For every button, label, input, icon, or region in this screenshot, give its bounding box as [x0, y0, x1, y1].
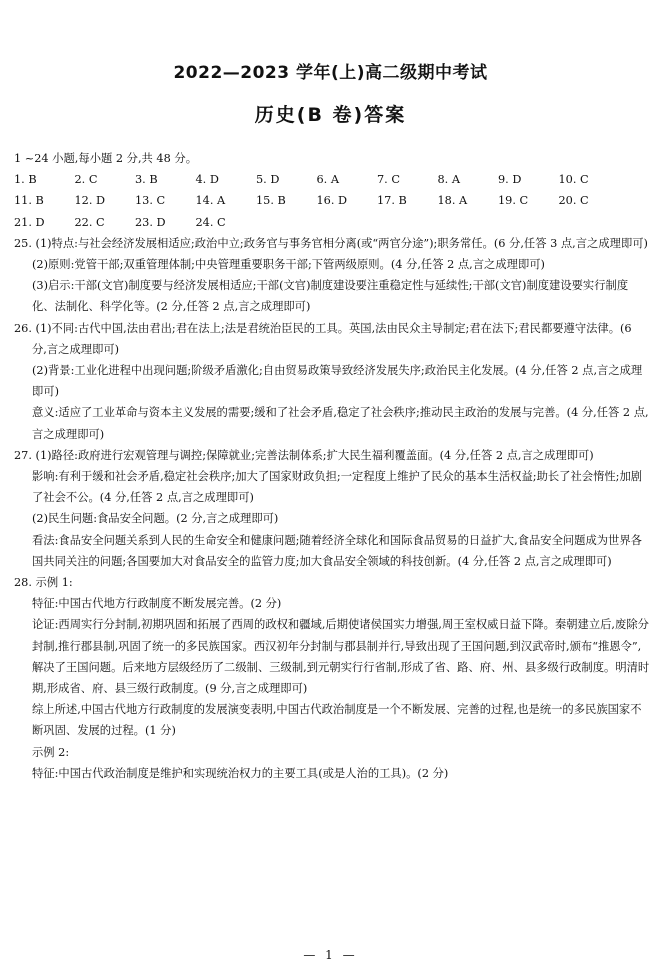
q28-conclusion: 综上所述,中国古代地方行政制度的发展演变表明,中国古代政治制度是一个不断发展、完善的过程,也是统一的多民族国家不断巩固、发展的过程。(1 分): [32, 703, 642, 738]
q26-significance: 意义:适应了工业革命与资本主义发展的需要;缓和了社会矛盾,稳定了社会秩序;推动民主政治的发展与完善。(4 分,任答 2 点,言之成理即可): [32, 406, 649, 441]
answer-subtitle: 历史(B 卷)答案: [254, 104, 407, 126]
q26-part1: 26. (1)不同:古代中国,法由君出;君在法上;法是君统治臣民的工具。英国,法由民众主导制定;君在法下;君民都要遵守法律。(6 分,言之成理即可): [14, 321, 632, 356]
q28-example2-heading: 示例 2:: [32, 745, 70, 759]
mc-answer: 18. A: [437, 194, 468, 208]
q25-part2: (2)原则:党管干部;双重管理体制;中央管理重要职务干部;下管两级原则。(4 分,任答 2 点,言之成理即可): [32, 258, 545, 272]
mc-answers-row-1: [14, 169, 650, 190]
mc-answer: 22. C: [74, 215, 105, 229]
mc-answer: 5. D: [256, 173, 280, 187]
q28-feature2: 特征:中国古代政治制度是维护和实现统治权力的主要工具(或是人治的工具)。(2 分): [32, 766, 449, 780]
mc-answer: 6. A: [316, 173, 340, 187]
mc-answer: 16. D: [316, 194, 348, 208]
mc-answer: 1. B: [14, 173, 37, 187]
q26-part2: (2)背景:工业化进程中出现问题;阶级矛盾激化;自由贸易政策导致经济发展失序;政治民主化发展。(4 分,任答 2 点,言之成理即可): [32, 364, 643, 399]
mc-answer: 17. B: [377, 194, 407, 208]
mc-answer: 8. A: [437, 173, 461, 187]
mc-answer: 20. C: [558, 194, 589, 208]
q25-part3: (3)启示:干部(文官)制度要与经济发展相适应;干部(文官)制度建设要注重稳定性与延续性;干部(文官)制度建设要实行制度化、法制化、科学化等。(2 分,任答 2 点,言之成理即可): [32, 279, 629, 314]
mc-answer: 23. D: [135, 215, 166, 229]
mc-answers-row-2: [14, 190, 650, 211]
mc-answer: 9. D: [498, 173, 522, 187]
mc-answer: 12. D: [74, 194, 106, 208]
section-intro: 1 ~24 小题,每小题 2 分,共 48 分。: [14, 152, 197, 165]
q28-argument: 论证:西周实行分封制,初期巩固和拓展了西周的政权和疆域,后期使诸侯国实力增强,周王室权威日益下降。秦朝建立后,废除分封制,推行郡县制,巩固了统一的多民族国家。西汉初年分封制与郡县制并行,导致出现了王国问题,到汉武帝时,颁布“推恩令”,解决了王国问题。后来地方层级经历了二级制、三级制,到元朝实行行省制,形成了省、路、府、州、县多级行政制度。明清时期,形成省、府、县三级行政制度。(9 分,言之成理即可): [32, 618, 650, 696]
mc-answer: 7. C: [377, 173, 401, 187]
page-number: — 1 —: [303, 948, 358, 962]
exam-title: 2022—2023 学年(上)高二级期中考试: [173, 63, 488, 83]
q27-opinion: 看法:食品安全问题关系到人民的生命安全和健康问题;随着经济全球化和国际食品贸易的日益扩大,食品安全问题成为世界各国共同关注的问题;各国要加大对食品安全的监管力度;加大食品安全领域的科技创新。(4 分,任答 2 点,言之成理即可): [32, 533, 642, 568]
mc-answer: 11. B: [14, 194, 44, 208]
q25-part1: 25. (1)特点:与社会经济发展相适应;政治中立;政务官与事务官相分离(或“两官分途”);职务常任。(6 分,任答 3 点,言之成理即可): [14, 236, 648, 250]
mc-answer: 15. B: [256, 194, 286, 208]
q27-part2: (2)民生问题:食品安全问题。(2 分,言之成理即可): [32, 512, 279, 526]
q28-feature1: 特征:中国古代地方行政制度不断发展完善。(2 分): [32, 597, 282, 611]
q27-impact: 影响:有利于缓和社会矛盾,稳定社会秩序;加大了国家财政负担;一定程度上维护了民众的基本生活权益;助长了社会惰性;加剧了社会不公。(4 分,任答 2 点,言之成理即可): [32, 470, 643, 505]
q28-example1-heading: 28. 示例 1:: [14, 576, 73, 590]
mc-answers-row-3: [14, 212, 650, 233]
mc-answer: 14. A: [195, 194, 226, 208]
mc-answer: 3. B: [135, 173, 158, 187]
q27-part1: 27. (1)路径:政府进行宏观管理与调控;保障就业;完善法制体系;扩大民生福利覆盖面。(4 分,任答 2 点,言之成理即可): [14, 448, 594, 462]
answer-body: [14, 148, 650, 784]
mc-answer: 19. C: [498, 194, 529, 208]
mc-answer: 4. D: [195, 173, 219, 187]
mc-answer: 13. C: [135, 194, 166, 208]
mc-answer: 10. C: [558, 173, 589, 187]
mc-answer: 21. D: [14, 215, 45, 229]
mc-answer: 2. C: [74, 173, 98, 187]
mc-answer: 24. C: [195, 215, 226, 229]
